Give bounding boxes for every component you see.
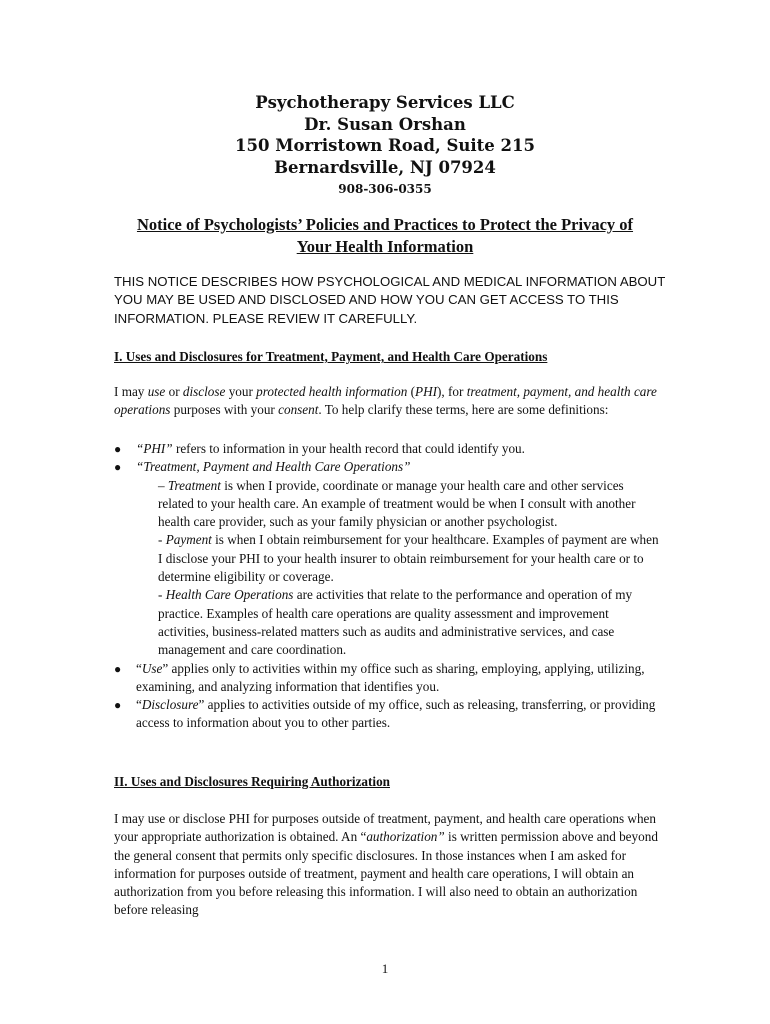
phone-number: 908-306-0355 (338, 182, 432, 196)
notice-statement: THIS NOTICE DESCRIBES HOW PSYCHOLOGICAL AND MEDICAL INFORMATION ABOUT YOU MAY BE USED AND DISCLOSED AND HOW YOU CAN GET ACCESS TO THIS INFORMATION. PLEASE REVIEW IT CAREFULLY. (114, 274, 666, 326)
treatment-definition: – Treatment is when I provide, coordinate or manage your health care and other services related to your health care. An example of treatment would be when I consult with another health care provider, such as your family physician or another psychologist. (158, 477, 636, 530)
title-line-2: Your Health Information (296, 237, 474, 256)
title-line-1: Notice of Psychologists’ Policies and Practices to Protect the Privacy of (136, 215, 634, 234)
bullet-icon: ● (114, 460, 122, 475)
bullet-icon: ● (114, 661, 122, 676)
document-title (100, 214, 670, 258)
bullet-icon: ● (114, 442, 122, 456)
section-2-heading: II. Uses and Disclosures Requiring Authorization (114, 774, 390, 789)
street-address: 150 Morristown Road, Suite 215 (235, 136, 535, 155)
section-1-heading: I. Uses and Disclosures for Treatment, Payment, and Health Care Operations (114, 349, 548, 364)
section-1-intro: I may use or disclose your protected health information (PHI), for treatment, payment, and health care operations purposes with your consent. To help clarify these terms, here are some definitions: (114, 384, 657, 418)
operations-definition: - Health Care Operations are activities that relate to the performance and operation of my practice. Examples of health care operations are quality assessment and improvement activities, business-related matters such as audits and administrative services, and case management and care coordination. (158, 587, 633, 658)
list-item-phi: ● “PHI” refers to information in your health record that could identify you. (114, 440, 659, 458)
list-item-tpo (114, 458, 659, 659)
tpo-definitions (136, 477, 659, 660)
definitions-list (114, 440, 659, 733)
letterhead (0, 92, 770, 197)
list-item-disclosure: ● “Disclosure” applies to activities outside of my office, such as releasing, transferring, or providing access to information about you to other parties. (114, 697, 656, 731)
payment-definition: - Payment is when I obtain reimbursement for your healthcare. Examples of payment are when I disclose your PHI to your health insurer to obtain reimbursement for your health care or to determine eligibility or coverage. (158, 532, 659, 585)
section-2-paragraph: I may use or disclose PHI for purposes outside of treatment, payment, and health care operations when your appropriate authorization is obtained. An “authorization” is written permission above and beyond the general consent that permits only specific disclosures. In those instances when I am asked for information for purposes outside of treatment, payment and health care operations, I will obtain an authorization from you before releasing this information. I will also need to obtain an authorization before releasing (114, 811, 658, 918)
city-state-zip: Bernardsville, NJ 07924 (274, 157, 496, 177)
tpo-heading: “Treatment, Payment and Health Care Operations” (136, 459, 411, 475)
bullet-icon: ● (114, 698, 122, 713)
doctor-name: Dr. Susan Orshan (304, 114, 466, 134)
practice-name: Psychotherapy Services LLC (255, 93, 515, 112)
page-number: 1 (381, 961, 389, 976)
list-item-use: ● “Use” applies only to activities within my office such as sharing, employing, applying, utilizing, examining, and analyzing information that identifies you. (114, 660, 645, 694)
